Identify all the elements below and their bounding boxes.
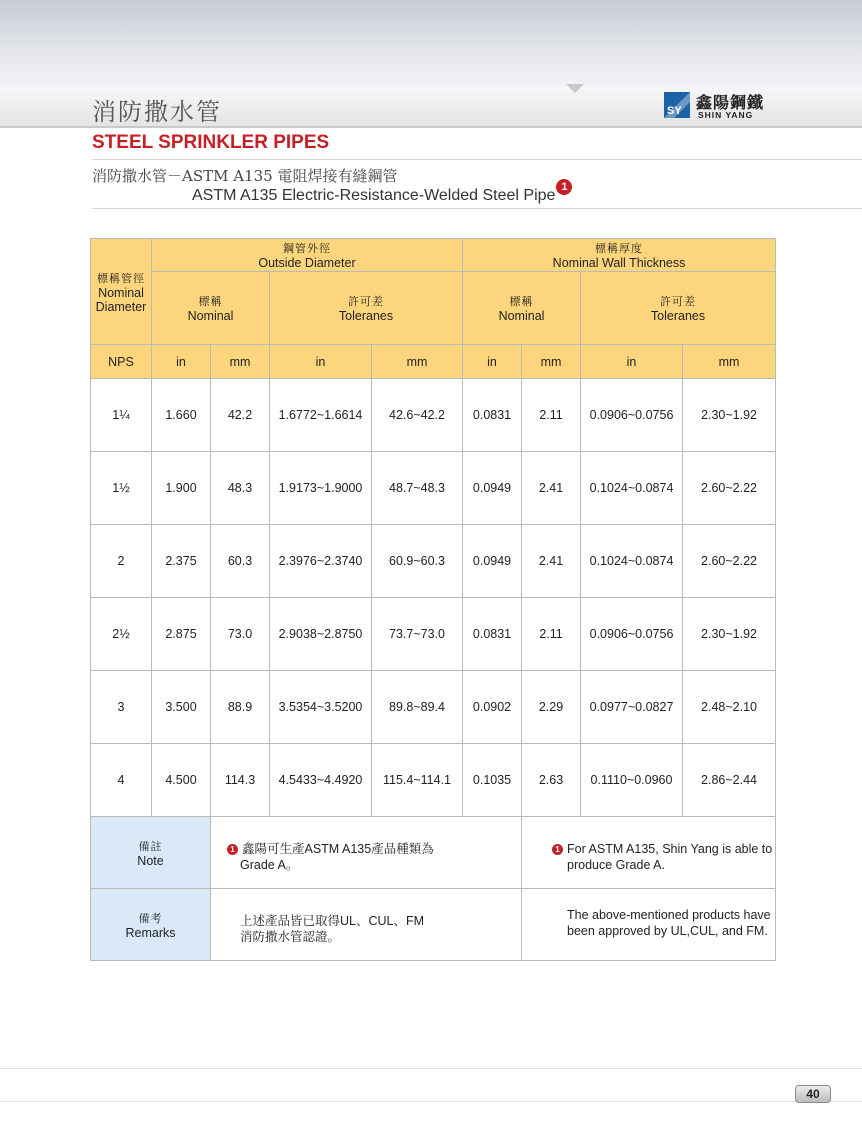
od-nominal-cn: 標稱 — [198, 295, 223, 308]
subtitle-en-text: ASTM A135 Electric-Resistance-Welded Steel Pipe — [192, 187, 556, 204]
logo-text-cn: 鑫陽鋼鐵 — [696, 93, 765, 112]
unit-wt-tol-in: in — [581, 345, 683, 379]
table-cell: 0.0831 — [463, 379, 522, 452]
table-cell: 1.6772~1.6614 — [270, 379, 372, 452]
unit-wt-nominal-in: in — [463, 345, 522, 379]
table-cell: 1.660 — [152, 379, 211, 452]
table-cell: 3.500 — [152, 671, 211, 744]
nominal-diameter-en2: Diameter — [95, 299, 147, 314]
wall-thickness-cn: 標稱厚度 — [595, 242, 644, 255]
note-en-line2: produce Grade A. — [567, 858, 665, 872]
remarks-cn-line2: 消防撒水管認證。 — [240, 930, 341, 944]
table-cell: 2.11 — [522, 379, 581, 452]
wt-tolerance-header — [581, 272, 776, 345]
note-en-line1: For ASTM A135, Shin Yang is able to — [567, 842, 773, 856]
footer-rule-bottom — [0, 1101, 862, 1102]
table-cell: 2.63 — [522, 744, 581, 817]
table-cell: 0.0949 — [463, 452, 522, 525]
table-cell: 2.48~2.10 — [683, 671, 776, 744]
table-cell: 0.1024~0.0874 — [581, 525, 683, 598]
nominal-diameter-cn: 標稱管徑 — [97, 271, 145, 285]
table-cell: 2.3976~2.3740 — [270, 525, 372, 598]
nominal-diameter-en1: Nominal — [98, 285, 144, 300]
note-cn-line2: Grade A。 — [240, 858, 299, 872]
table-cell: 2.60~2.22 — [683, 525, 776, 598]
table-row — [91, 525, 776, 598]
note-row — [91, 817, 776, 889]
note-badge-cn: 1 — [227, 844, 238, 855]
table-cell: 2.41 — [522, 525, 581, 598]
wt-nominal-header — [463, 272, 581, 345]
unit-od-nominal-mm: mm — [211, 345, 270, 379]
od-tolerance-header — [270, 272, 463, 345]
table-cell: 114.3 — [211, 744, 270, 817]
outside-diameter-cn: 鋼管外徑 — [283, 242, 331, 255]
wt-nominal-en: Nominal — [498, 309, 545, 323]
subtitle-en — [192, 181, 572, 205]
table-cell: 48.3 — [211, 452, 270, 525]
outside-diameter-header — [152, 239, 463, 272]
table-cell: 3 — [91, 671, 152, 744]
note-label — [91, 817, 211, 889]
remarks-cn — [211, 889, 522, 961]
table-cell: 4.500 — [152, 744, 211, 817]
footer-rule-top — [0, 1068, 862, 1069]
logo-mark-icon — [664, 92, 690, 118]
table-cell: 73.0 — [211, 598, 270, 671]
unit-od-tol-in: in — [270, 345, 372, 379]
note-badge-en: 1 — [552, 844, 563, 855]
remarks-label-en: Remarks — [125, 925, 176, 940]
table-row — [91, 452, 776, 525]
table-cell: 73.7~73.0 — [372, 598, 463, 671]
table-cell: 60.3 — [211, 525, 270, 598]
table-cell: 4.5433~4.4920 — [270, 744, 372, 817]
note-cn-line1: 鑫陽可生產ASTM A135產品種類為 — [242, 842, 434, 856]
title-divider — [92, 159, 862, 160]
spec-table — [90, 238, 776, 961]
table-cell: 2.30~1.92 — [683, 379, 776, 452]
table-cell: 2 — [91, 525, 152, 598]
remarks-en — [522, 889, 776, 961]
table-cell: 2.41 — [522, 452, 581, 525]
note-label-en: Note — [137, 853, 164, 868]
title-bar-notch — [566, 84, 584, 93]
table-cell: 3.5354~3.5200 — [270, 671, 372, 744]
table-cell: 2.60~2.22 — [683, 452, 776, 525]
table-cell: 88.9 — [211, 671, 270, 744]
remarks-en-line1: The above-mentioned products have — [567, 908, 771, 922]
company-logo — [664, 92, 774, 122]
page-title-en: STEEL SPRINKLER PIPES — [92, 132, 330, 153]
table-cell: 2.30~1.92 — [683, 598, 776, 671]
wall-thickness-en: Nominal Wall Thickness — [552, 256, 686, 270]
footnote-badge: 1 — [556, 179, 572, 195]
unit-nps: NPS — [91, 345, 152, 379]
unit-od-nominal-in: in — [152, 345, 211, 379]
table-cell: 0.0977~0.0827 — [581, 671, 683, 744]
remarks-row — [91, 889, 776, 961]
wt-tolerance-en: Toleranes — [650, 309, 706, 323]
nominal-diameter-header — [91, 239, 152, 345]
table-cell: 0.0906~0.0756 — [581, 379, 683, 452]
table-row — [91, 744, 776, 817]
unit-wt-tol-mm: mm — [683, 345, 776, 379]
remarks-label-cn: 備考 — [138, 911, 163, 925]
table-cell: 60.9~60.3 — [372, 525, 463, 598]
table-cell: 2.875 — [152, 598, 211, 671]
page-title-cn: 消防撒水管 — [92, 98, 222, 126]
table-cell: 2.29 — [522, 671, 581, 744]
table-cell: 2½ — [91, 598, 152, 671]
table-cell: 2.86~2.44 — [683, 744, 776, 817]
note-cn — [211, 817, 522, 889]
table-cell: 2.375 — [152, 525, 211, 598]
table-cell: 0.0906~0.0756 — [581, 598, 683, 671]
od-tolerance-en: Toleranes — [338, 309, 394, 323]
table-cell: 1½ — [91, 452, 152, 525]
od-nominal-header — [152, 272, 270, 345]
unit-od-tol-mm: mm — [372, 345, 463, 379]
table-cell: 0.1035 — [463, 744, 522, 817]
table-cell: 48.7~48.3 — [372, 452, 463, 525]
wall-thickness-header — [463, 239, 776, 272]
table-cell: 0.1110~0.0960 — [581, 744, 683, 817]
unit-wt-nominal-mm: mm — [522, 345, 581, 379]
table-cell: 1.9173~1.9000 — [270, 452, 372, 525]
subtitle-divider — [92, 208, 862, 209]
note-en — [522, 817, 776, 889]
table-cell: 0.0831 — [463, 598, 522, 671]
table-cell: 2.11 — [522, 598, 581, 671]
remarks-en-line2: been approved by UL,CUL, and FM. — [567, 924, 768, 938]
table-row — [91, 598, 776, 671]
outside-diameter-en: Outside Diameter — [258, 256, 356, 270]
logo-mark-text: SY — [667, 105, 682, 117]
table-row — [91, 379, 776, 452]
remarks-label — [91, 889, 211, 961]
table-cell: 42.2 — [211, 379, 270, 452]
wt-nominal-cn: 標稱 — [509, 295, 534, 308]
wt-tolerance-cn: 許可差 — [660, 295, 697, 308]
table-cell: 2.9038~2.8750 — [270, 598, 372, 671]
table-cell: 1.900 — [152, 452, 211, 525]
table-cell: 0.0902 — [463, 671, 522, 744]
table-row — [91, 671, 776, 744]
table-cell: 0.0949 — [463, 525, 522, 598]
table-cell: 1¼ — [91, 379, 152, 452]
page-number: 40 — [795, 1085, 831, 1103]
note-label-cn: 備註 — [138, 839, 163, 853]
logo-text-en: SHIN YANG — [698, 110, 754, 120]
subtitle-cn: 消防撒水管－ASTM A135 電阻焊接有縫鋼管 — [92, 167, 398, 185]
od-tolerance-cn: 許可差 — [348, 295, 384, 308]
table-cell: 115.4~114.1 — [372, 744, 463, 817]
remarks-cn-line1: 上述產品皆已取得UL、CUL、FM — [240, 914, 425, 928]
table-cell: 42.6~42.2 — [372, 379, 463, 452]
table-cell: 89.8~89.4 — [372, 671, 463, 744]
od-nominal-en: Nominal — [187, 309, 234, 323]
table-cell: 0.1024~0.0874 — [581, 452, 683, 525]
table-cell: 4 — [91, 744, 152, 817]
header-band — [0, 0, 862, 92]
